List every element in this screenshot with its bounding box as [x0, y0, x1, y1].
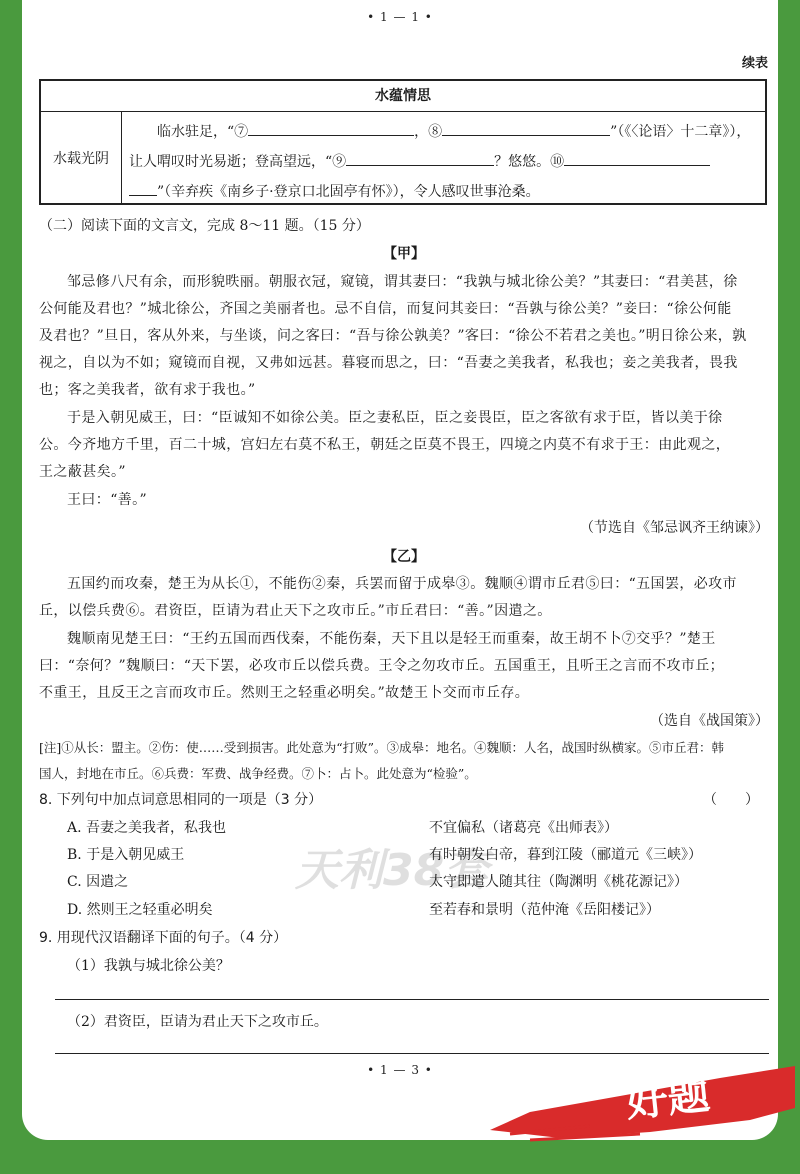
note-line: [注]①从长：盟主。②伤：使……受到损害。此处意为“打败”。③成皋：地名。④魏顺：人名，战国时纵横家。⑤市丘君：韩	[39, 740, 725, 755]
option-a-left: A. 吾妻之美我者，私我也	[67, 820, 227, 836]
jia-line: 也；客之美我者，欲有求于我也。”	[39, 382, 256, 398]
answer-line-1[interactable]	[55, 999, 769, 1000]
blank-10[interactable]	[564, 149, 710, 166]
line2-part-a: 让人喟叹时光易逝；登高望远，“⑨	[129, 154, 347, 170]
option-a-right: 不宜偏私（诸葛亮《出师表》）	[429, 820, 618, 836]
exam-page	[22, 0, 778, 1140]
line1-part-b: ，⑧	[414, 124, 443, 140]
jia-line: 公。今齐地方千里，百二十城，宫妇左右莫不私王，朝廷之臣莫不畏王，四境之内莫不有求于王：由此观之，	[39, 437, 731, 453]
watermark-text: 天利38套	[295, 845, 489, 896]
option-c-left: C. 因遣之	[67, 874, 129, 890]
jia-line: 视之，自以为不如；窥镜而自视，又弗如远甚。暮寝而思之，曰：“吾妻之美我者，私我也；妾之美我者，畏我	[39, 355, 738, 371]
option-d-left: D. 然则王之轻重必明矣	[67, 902, 213, 918]
q9-stem: 9. 用现代汉语翻译下面的句子。（4 分）	[39, 930, 288, 946]
continued-label: 续表	[741, 56, 768, 71]
option-b-left: B. 于是入朝见威王	[67, 847, 185, 863]
line2-part-b: ？悠悠。⑩	[494, 154, 565, 170]
q8-stem-text: 8. 下列句中加点词意思相同的一项是（3 分）	[39, 792, 323, 808]
yi-source: （选自《战国策》）	[650, 713, 769, 729]
page-number-top: • 1 — 1 •	[367, 10, 433, 24]
blank-7[interactable]	[248, 119, 414, 136]
option-c-right: 太守即遣人随其往（陶渊明《桃花源记》）	[429, 874, 688, 890]
table-content	[129, 117, 759, 207]
good-question-stamp	[470, 1050, 800, 1145]
yi-line: 曰：“奈何？”魏顺曰：“天下罢，必攻市丘以偿兵费。王令之勿攻市丘。五国重王，且听王之言而不攻市丘；	[39, 658, 725, 674]
jia-line: 于是入朝见威王，曰：“臣诚知不如徐公美。臣之妻私臣，臣之妾畏臣，臣之客欲有求于臣，皆以美于徐	[67, 410, 723, 426]
yi-title: 【乙】	[383, 549, 425, 565]
yi-line: 魏顺南见楚王曰：“王约五国而西伐秦，不能伤秦，天下且以是轻王而重秦，故王胡不卜⑦交乎？”楚王	[67, 631, 716, 647]
jia-title: 【甲】	[383, 246, 425, 262]
jia-line: 及君也？”旦日，客从外来，与坐谈，问之客曰：“吾与徐公孰美？”客曰：“徐公不若君之美也。”明日徐公来，孰	[39, 328, 747, 344]
table-row-label: 水载光阴	[41, 112, 122, 203]
q9-item2: （2）君资臣，臣请为君止天下之攻市丘。	[67, 1014, 328, 1030]
poetry-table	[39, 79, 767, 205]
blank-8[interactable]	[442, 119, 610, 136]
yi-line: 丘，以偿兵费⑥。君资臣，臣请为君止天下之攻市丘。”市丘君曰：“善。”因遣之。	[39, 603, 552, 619]
option-d-right: 至若春和景明（范仲淹《岳阳楼记》）	[429, 902, 660, 918]
stamp-text: 好题	[623, 1068, 713, 1127]
q8-answer-paren[interactable]: （ ）	[703, 792, 759, 808]
yi-line: 不重王，且反王之言而攻市丘。然则王之轻重必明矣。”故楚王卜交而市丘存。	[39, 685, 530, 701]
section-intro: （二）阅读下面的文言文，完成 8～11 题。（15 分）	[39, 218, 370, 234]
publisher-watermark	[290, 830, 500, 910]
q9-item1: （1）我孰与城北徐公美？	[67, 958, 230, 974]
line1-part-c: ”（《〈论语〉十二章》），	[610, 124, 751, 140]
line1-part-a: 临水驻足，“⑦	[157, 124, 249, 140]
note-line: 国人，封地在市丘。⑥兵费：军费、战争经费。⑦卜：占卜。此处意为“检验”。	[39, 766, 477, 781]
q8-stem	[39, 790, 769, 810]
jia-line: 王曰：“善。”	[67, 492, 148, 508]
blank-9[interactable]	[346, 149, 494, 166]
option-b-right: 有时朝发白帝，暮到江陵（郦道元《三峡》）	[429, 847, 702, 863]
yi-line: 五国约而攻秦，楚王为从长①，不能伤②秦，兵罢而留于成皋③。魏顺④谓市丘君⑤曰：“五国罢，必攻市	[67, 576, 737, 592]
line3: ”（辛弃疾《南乡子·登京口北固亭有怀》），令人感叹世事沧桑。	[157, 184, 540, 200]
jia-line: 邹忌修八尺有余，而形貌昳丽。朝服衣冠，窥镜，谓其妻曰：“我孰与城北徐公美？”其妻曰：“君美甚，徐	[67, 274, 738, 290]
table-header: 水蕴情思	[41, 81, 765, 112]
jia-source: （节选自《邹忌讽齐王纳谏》）	[580, 520, 769, 536]
jia-line: 公何能及君也？”城北徐公，齐国之美丽者也。忌不自信，而复问其妾曰：“吾孰与徐公美？”妾曰：“徐公何能	[39, 301, 732, 317]
page-number-bottom: • 1 — 3 •	[367, 1063, 433, 1077]
jia-line: 王之蔽甚矣。”	[39, 464, 126, 480]
blank-10-cont[interactable]	[129, 179, 157, 196]
